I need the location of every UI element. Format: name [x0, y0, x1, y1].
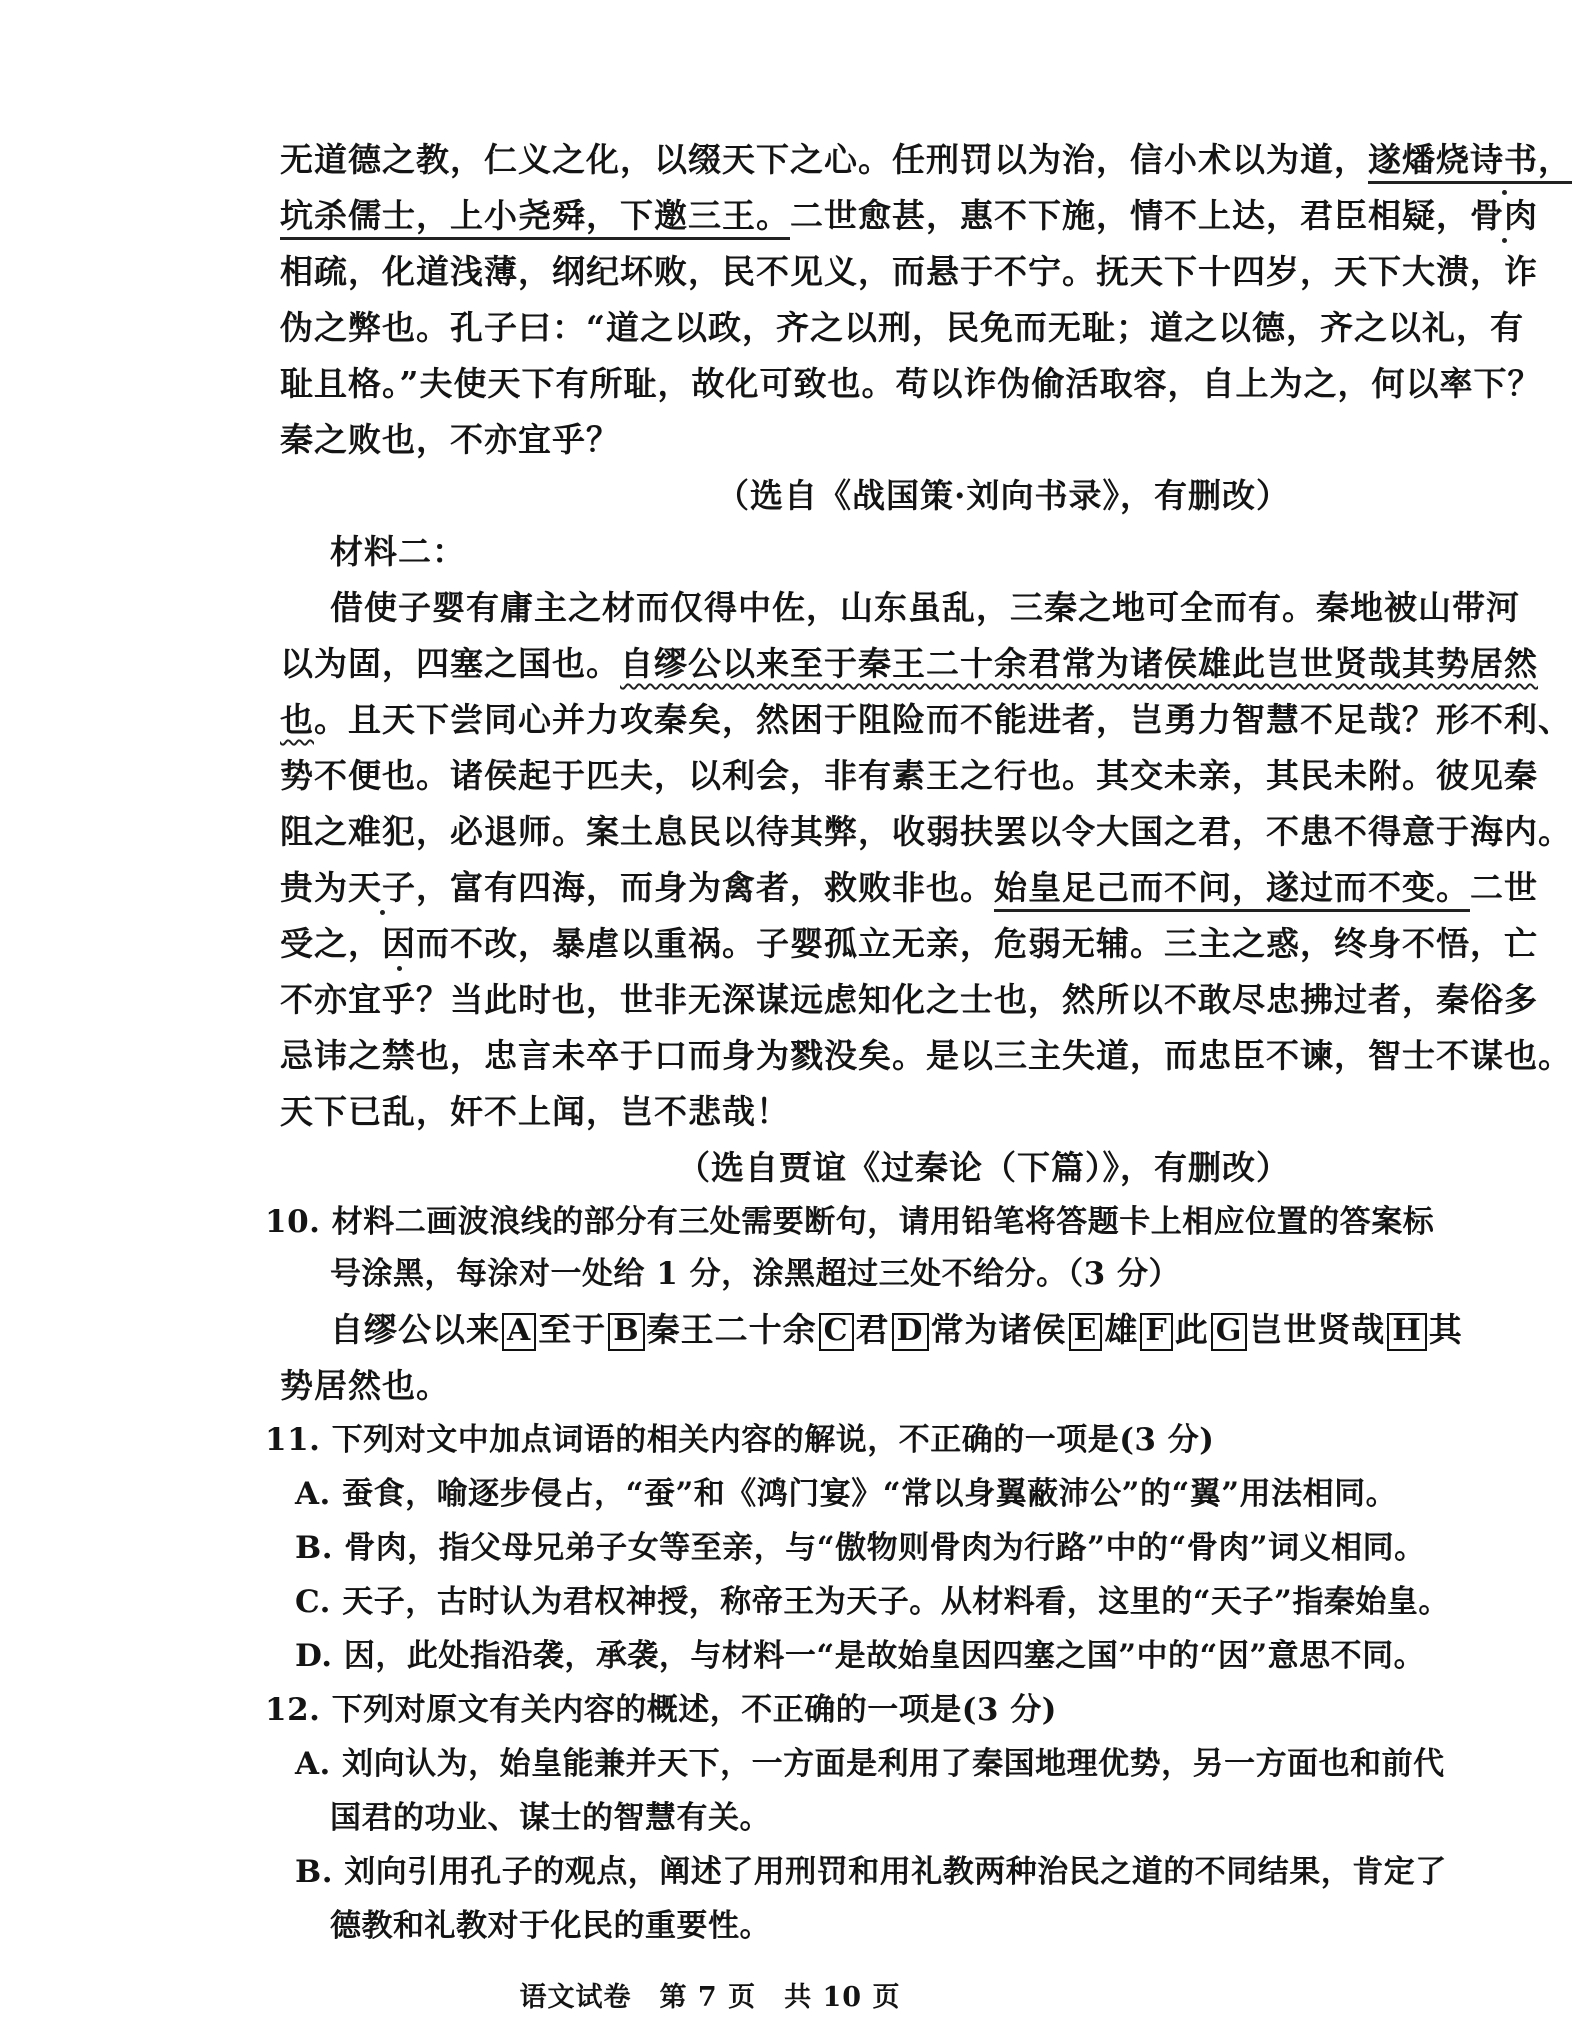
q12-stem: 12. 下列对原文有关内容的概述，不正确的一项是(3 分)	[265, 1692, 1057, 1728]
material2-line-2	[280, 644, 1538, 690]
material2-line-3	[280, 700, 1572, 746]
material2-line-7	[280, 924, 1538, 970]
text: 二世愈甚，惠不下施，情不上达，君臣相疑，	[790, 196, 1470, 235]
material2-line-9: 忌讳之禁也，忠言未卒于口而身为戮没矣。是以三主失道，而忠臣不谏，智士不谋也。	[280, 1036, 1572, 1075]
material1-line-1	[280, 140, 1572, 186]
material2-line-1: 借使子婴有庸主之材而仅得中佐，山东虽乱，三秦之地可全而有。秦地被山带河	[330, 588, 1520, 627]
q11-option-d[interactable]: D. 因，此处指沿袭，承袭，与材料一“是故始皇因四塞之国”中的“因”意思不同。	[295, 1638, 1426, 1674]
material1-line-2	[280, 196, 1538, 242]
text: 受之，	[280, 924, 382, 963]
underlined-phrase: 始皇足己而不问，遂过而不变。	[994, 868, 1470, 912]
answer-box-b[interactable]: B	[608, 1313, 644, 1351]
material1-source: （选自《战国策·刘向书录》，有删改）	[716, 476, 1290, 515]
material1-line-6: 秦之败也，不亦宜乎？	[280, 420, 620, 459]
answer-box-g[interactable]: G	[1211, 1313, 1248, 1351]
answer-box-h[interactable]: H	[1387, 1313, 1426, 1351]
material2-source: （选自贾谊《过秦论（下篇）》，有删改）	[677, 1148, 1290, 1187]
answer-box-c[interactable]: C	[819, 1313, 854, 1351]
text: 其	[1428, 1310, 1463, 1349]
underlined-phrase: 坑杀儒士，上小尧舜，下邀三王。	[280, 196, 790, 240]
text: 此	[1174, 1310, 1209, 1349]
q10-stem-line-2: 号涂黑，每涂对一处给 1 分，涂黑超过三处不给分。（3 分）	[330, 1256, 1181, 1292]
q12-option-b-line-1[interactable]: B. 刘向引用孔子的观点，阐述了用刑罚和用礼教两种治民之道的不同结果，肯定了	[295, 1854, 1447, 1890]
answer-box-a[interactable]: A	[502, 1313, 536, 1351]
q11-stem: 11. 下列对文中加点词语的相关内容的解说，不正确的一项是(3 分)	[265, 1422, 1215, 1458]
wavy-underlined-passage: 自缪公以来至于秦王二十余君常为诸侯雄此岂世贤哉其势居然	[620, 644, 1538, 683]
wavy-underlined-passage-end: 也	[280, 700, 314, 739]
text: 常为诸侯	[930, 1310, 1067, 1349]
material2-line-6	[280, 868, 1538, 914]
material2-line-4: 势不便也。诸侯起于匹夫，以利会，非有素王之行也。其交未亲，其民未附。彼见秦	[280, 756, 1538, 795]
dotted-word-tianzi: 天子	[348, 868, 416, 907]
material2-line-10: 天下已乱，奸不上闻，岂不悲哉！	[280, 1092, 790, 1131]
q12-option-a-line-1[interactable]: A. 刘向认为，始皇能兼并天下，一方面是利用了秦国地理优势，另一方面也和前代	[295, 1746, 1445, 1782]
text: ，富有四海，而身为禽者，救败非也。	[416, 868, 994, 907]
text: 秦王二十余	[646, 1310, 817, 1349]
q12-option-b-line-2[interactable]: 德教和礼教对于化民的重要性。	[330, 1908, 771, 1944]
answer-box-f[interactable]: F	[1140, 1313, 1172, 1351]
material1-line-4: 伪之弊也。孔子曰：“道之以政，齐之以刑，民免而无耻；道之以德，齐之以礼，有	[280, 308, 1524, 347]
material2-heading: 材料二：	[330, 532, 466, 571]
text: 而不改，暴虐以重祸。子婴孤立无亲，危弱无辅。三主之惑，终身不悟，亡	[416, 924, 1538, 963]
underlined-phrase: 遂燔烧诗书，	[1368, 140, 1572, 184]
material1-line-3: 相疏，化道浅薄，纲纪坏败，民不见义，而悬于不宁。抚天下十四岁，天下大溃，诈	[280, 252, 1538, 291]
dotted-word-yin: 因	[382, 924, 416, 963]
q12-option-a-line-2[interactable]: 国君的功业、谋士的智慧有关。	[330, 1800, 771, 1836]
page-footer: 语文试卷 第 7 页 共 10 页	[519, 1982, 901, 2013]
text: 雄	[1104, 1310, 1139, 1349]
material2-line-5: 阻之难犯，必退师。案土息民以待其弊，收弱扶罢以令大国之君，不患不得意于海内。	[280, 812, 1572, 851]
text: 以为固，四塞之国也。	[280, 644, 620, 683]
text: 无道德之教，仁义之化，以缀天下之心。任刑罚以为治，信小术以为道，	[280, 140, 1368, 179]
answer-box-e[interactable]: E	[1069, 1313, 1103, 1351]
text: 至于	[538, 1310, 607, 1349]
q11-option-b[interactable]: B. 骨肉，指父母兄弟子女等至亲，与“傲物则骨肉为行路”中的“骨肉”词义相同。	[295, 1530, 1426, 1566]
text: 贵为	[280, 868, 348, 907]
text: 二世	[1470, 868, 1538, 907]
q10-stem-line-1: 10. 材料二画波浪线的部分有三处需要断句，请用铅笔将答题卡上相应位置的答案标	[265, 1204, 1435, 1240]
material2-line-8: 不亦宜乎？当此时也，世非无深谋远虑知化之士也，然所以不敢尽忠拂过者，秦俗多	[280, 980, 1538, 1019]
q11-option-c[interactable]: C. 天子，古时认为君权神授，称帝王为天子。从材料看，这里的“天子”指秦始皇。	[295, 1584, 1450, 1620]
q10-sentence-end: 势居然也。	[280, 1366, 450, 1405]
q11-option-a[interactable]: A. 蚕食，喻逐步侵占，“蚕”和《鸿门宴》“常以身翼蔽沛公”的“翼”用法相同。	[295, 1476, 1398, 1512]
text: 岂世贤哉	[1249, 1310, 1386, 1349]
text: 君	[855, 1310, 890, 1349]
dotted-word-gurou: 骨肉	[1470, 196, 1538, 235]
q10-sentence-with-boxes	[330, 1310, 1463, 1356]
text: 。且天下尝同心并力攻秦矣，然困于阻险而不能进者，岂勇力智慧不足哉？形不利、	[314, 700, 1572, 739]
answer-box-d[interactable]: D	[892, 1313, 929, 1351]
material1-line-5: 耻且格。”夫使天下有所耻，故化可致也。苟以诈伪偷活取容，自上为之，何以率下？	[280, 364, 1542, 403]
text: 自缪公以来	[330, 1310, 500, 1349]
